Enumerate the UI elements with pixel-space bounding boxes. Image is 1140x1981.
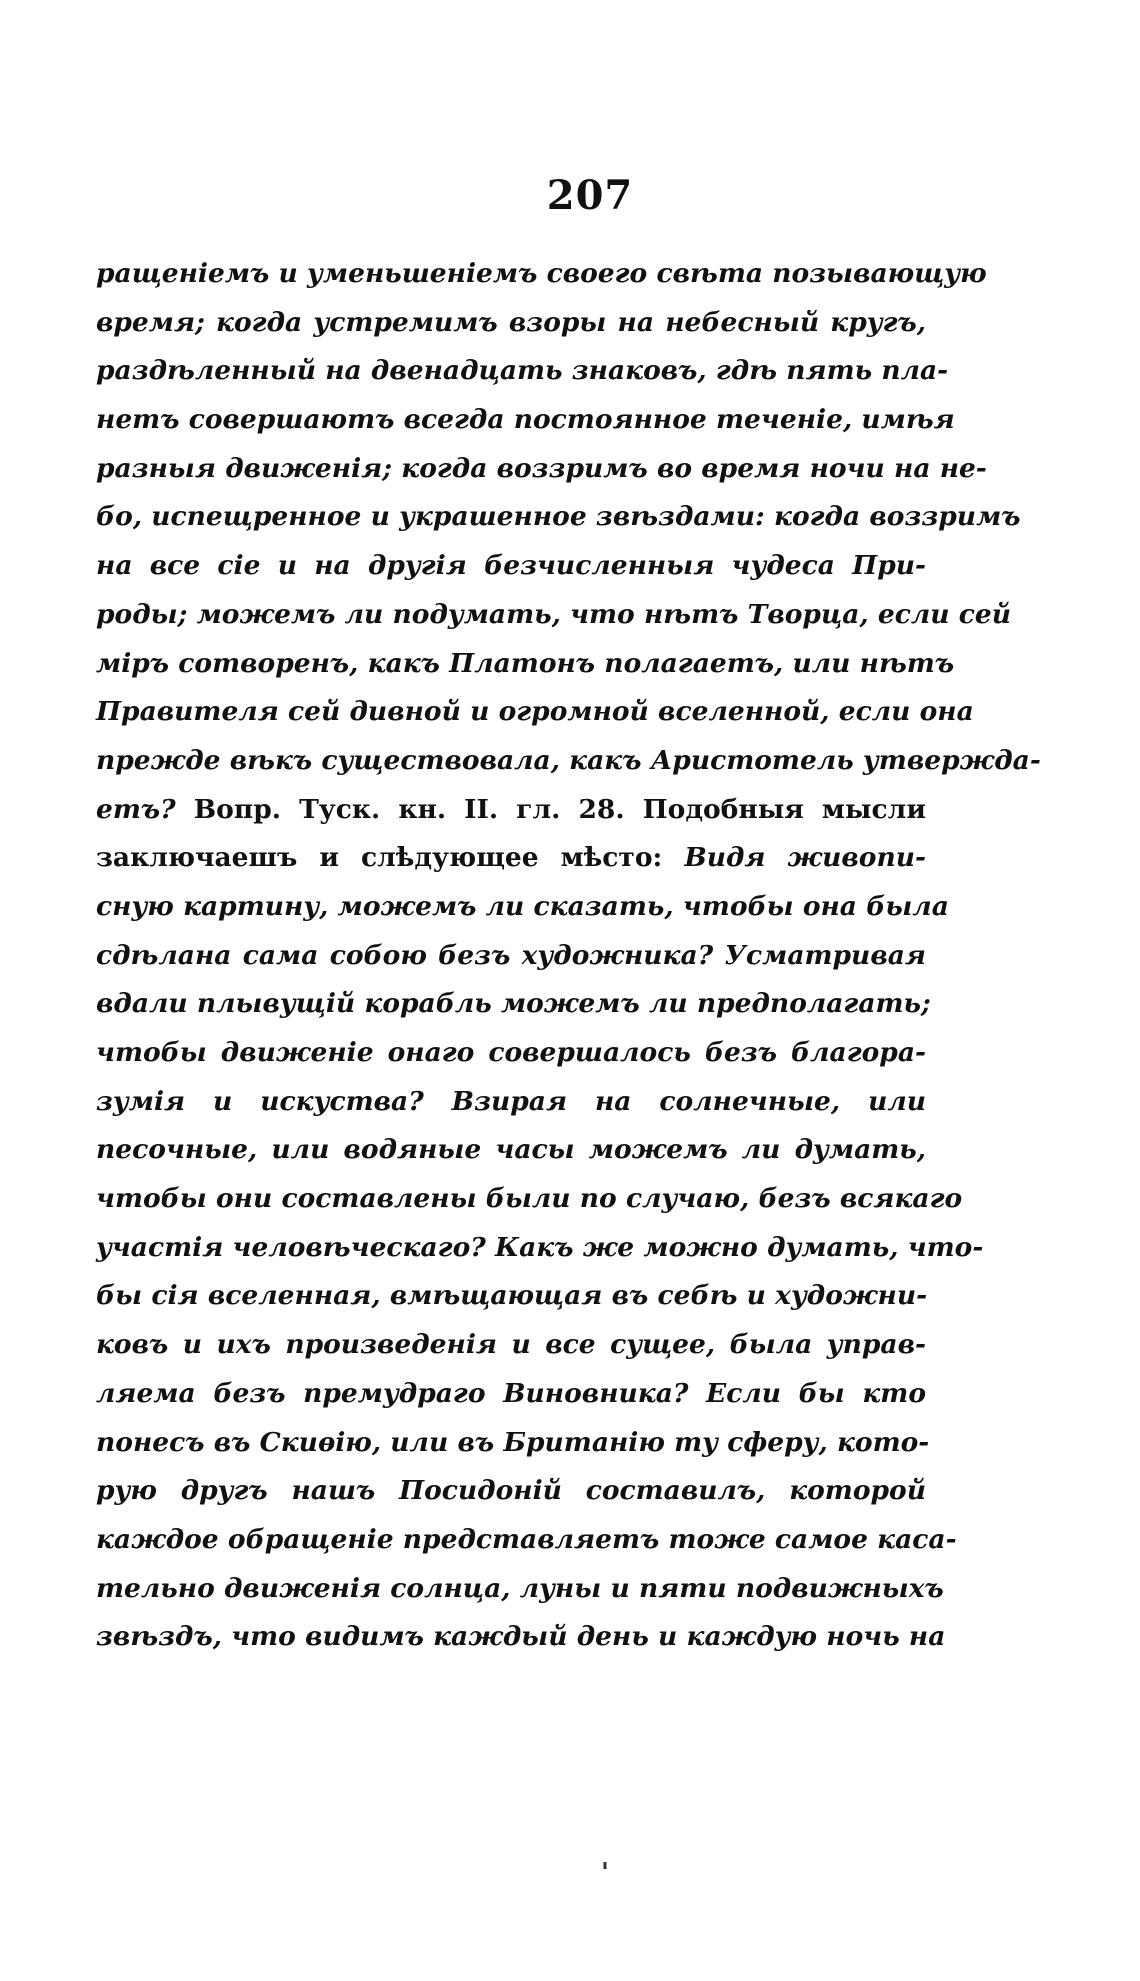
text-line: сную картину, можемъ ли сказать, чтобы она была [96,890,949,922]
text-line: міръ сотворенъ, какъ Платонъ полагаетъ, или нѣтъ [96,647,955,679]
text-line: песочные, или водяные часы можемъ ли думать, [96,1134,926,1166]
text-line: участія человѣческаго? Какъ же можно думать, что- [96,1231,984,1263]
text-line: время; когда устремимъ взоры на небесный кругъ, [96,306,926,338]
italic-segment: Видя живопи- [684,842,926,874]
text-line: зумія и искуства? Взирая на солнечные, или [96,1085,926,1117]
text-line: вдали плывущій корабль можемъ ли предполагать; [96,988,931,1020]
upright-segment: заключаешъ и слѣдующее мѣсто: [96,842,663,874]
text-line: ковъ и ихъ произведенія и все сущее, была управ- [96,1329,926,1361]
text-line: раздѣленный на двенадцать знаковъ, гдѣ пять пла- [96,355,949,387]
text-line: нетъ совершаютъ всегда постоянное теченіе, имѣя [96,404,955,436]
text-line: ращеніемъ и уменьшеніемъ своего свѣта позывающую [96,258,987,289]
page-number: 207 [546,172,634,219]
text-line: каждое обращеніе представляетъ тоже самое каса- [96,1523,957,1555]
text-line: понесъ въ Скиѳію, или въ Британію ту сферу, кото- [96,1426,930,1458]
text-line: звѣздъ, что видимъ каждый день и каждую ночь на [96,1621,946,1653]
text-line: разныя движенія; когда воззримъ во время ночи на не- [96,452,987,484]
text-line: Правителя сей дивной и огромной вселенной, если она [96,696,974,728]
upright-segment: Вопр. Туск. кн. II. гл. 28. Подобныя мысли [193,793,926,825]
text-line: прежде вѣкъ существовала, какъ Аристотель утвержда- [96,744,1041,776]
text-line-mixed [96,834,926,883]
text-line: бы сія вселенная, вмѣщающая въ себѣ и художни- [96,1280,928,1312]
text-line: тельно движенія солнца, луны и пяти подвижныхъ [96,1572,944,1604]
body-text [96,250,1041,1662]
text-line: сдѣлана сама собою безъ художника? Усматривая [96,939,926,971]
text-line: рую другъ нашъ Посидоній составилъ, которой [96,1475,926,1507]
italic-segment: етъ? [96,793,176,825]
text-line: чтобы они составлены были по случаю, безъ всякаго [96,1183,963,1215]
stray-ink-mark: ' [601,1858,609,1888]
text-line: чтобы движеніе онаго совершалось безъ благора- [96,1037,926,1068]
text-line: роды; можемъ ли подумать, что нѣтъ Творца, если сей [96,598,1012,630]
text-line: бо, испещренное и украшенное звѣздами: когда воззримъ [96,501,1021,533]
text-line: на все сіе и на другія безчисленныя чудеса При- [96,550,926,582]
text-line: ляема безъ премудраго Виновника? Если бы кто [96,1377,926,1409]
text-line-mixed [96,786,926,835]
